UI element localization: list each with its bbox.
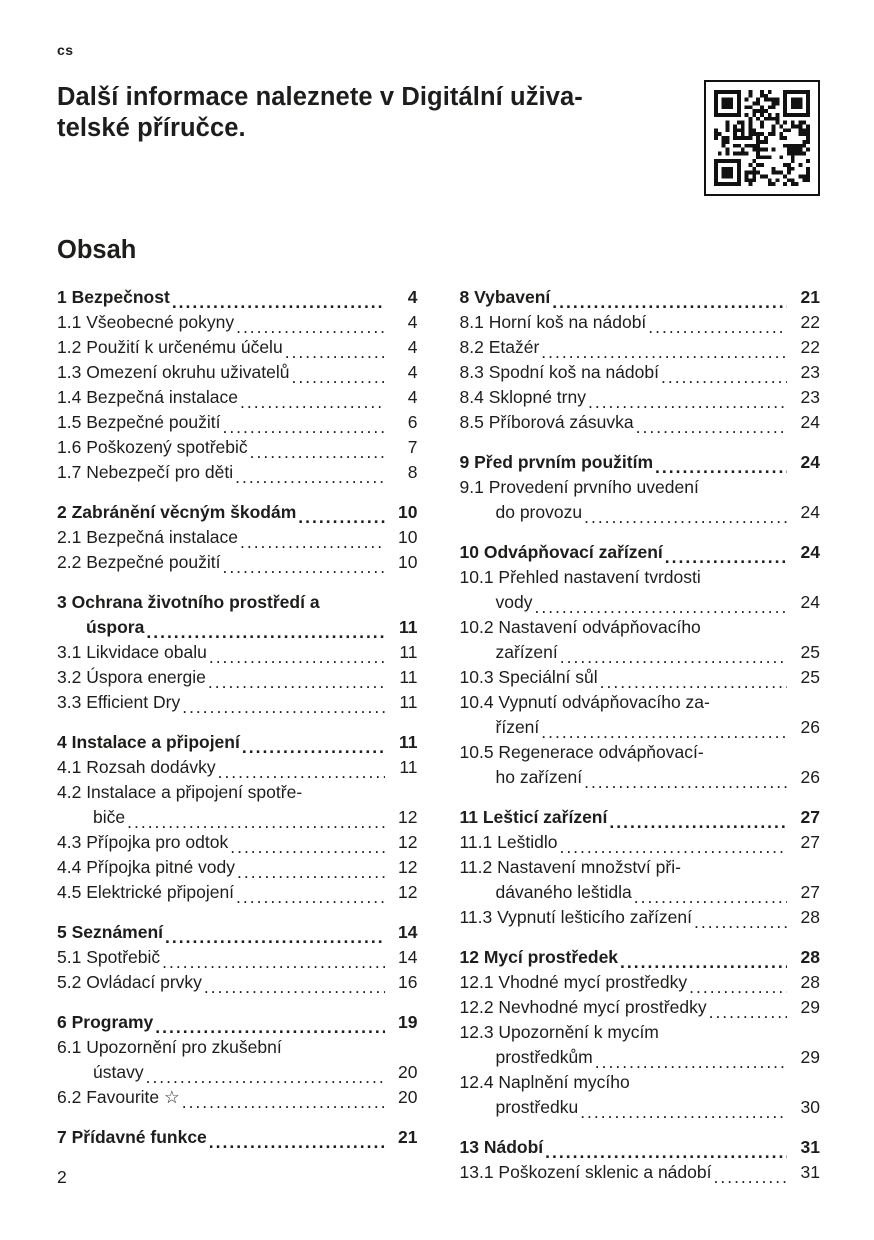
toc-entry [460,540,821,565]
toc-entry-page: 30 [800,1097,820,1117]
toc-entry-label: 1.7 Nebezpečí pro děti [57,462,234,482]
toc-title: Obsah [57,236,137,264]
toc-entry-label: 5.1 Spotřebič [57,947,161,967]
toc-entry-label: 1.4 Bezpečná instalace [57,387,238,407]
toc-entry [57,410,418,435]
toc-entry-page: 11 [399,757,418,777]
toc-entry-label: 3 Ochrana životního prostředí a [57,592,320,612]
toc-entry-label: 8.5 Příborová zásuvka [459,412,634,432]
toc-column-left [57,285,418,1185]
toc-entry-page: 27 [800,807,820,827]
toc-entry [57,435,418,460]
toc-entry-line [460,1045,821,1070]
toc-entry [460,615,821,665]
toc-entry-line [460,1095,821,1120]
toc-entry [460,830,821,855]
toc-entry-page: 4 [407,387,418,407]
toc-entry-label: 8.2 Etažér [459,337,540,357]
toc-entry-line [57,360,418,385]
toc-entry [57,830,418,855]
toc-entry-line [57,410,418,435]
dot-leader [298,505,384,525]
toc-entry-label: 7 Přídavné funkce [57,1127,207,1147]
toc-entry-label: 4.5 Elektrické připojení [57,882,235,902]
toc-entry-line [460,615,821,640]
header [57,82,820,196]
toc-entry [57,1010,418,1035]
dot-leader [595,1050,787,1070]
toc-entry-line [460,740,821,765]
toc-entry [57,335,418,360]
toc-entry-label: 5 Seznámení [57,922,164,942]
toc-entry-page: 4 [407,287,418,307]
toc-entry-line [57,310,418,335]
toc-entry-line [57,830,418,855]
dot-leader [127,810,384,830]
toc-entry-line [460,540,821,565]
toc-entry [460,1070,821,1120]
toc-entry-page: 25 [800,642,820,662]
dot-leader [209,645,385,665]
toc-entry-line [57,880,418,905]
toc-entry-page: 12 [398,807,418,827]
dot-leader [155,1015,384,1035]
toc-entry [57,780,418,830]
toc-entry-label: 11.1 Leštidlo [459,832,558,852]
dot-leader [713,1165,787,1185]
toc-entry-label: 10 Odvápňovací zařízení [459,542,663,562]
toc-entry-page: 16 [398,972,418,992]
toc-entry-page: 19 [398,1012,418,1032]
toc-entry-label: 8.1 Horní koš na nádobí [459,312,647,332]
dot-leader [285,340,385,360]
toc-entry-label: 13.1 Poškození sklenic a nádobí [459,1162,712,1182]
page-heading-line-2: telské příručce. [57,114,246,142]
toc-entry-label: 8.4 Sklopné trny [459,387,586,407]
toc-entry-page: 11 [399,617,418,637]
toc-entry-label: 4.1 Rozsah dodávky [57,757,216,777]
toc-entry-label: 3.2 Úspora energie [57,667,206,687]
dot-leader [146,620,384,640]
toc-entry-page: 11 [399,692,418,712]
toc-entry-page: 12 [398,857,418,877]
toc-entry-label: řízení [495,717,540,737]
dot-leader [665,545,787,565]
toc-entry [460,855,821,905]
toc-entry-line [57,640,418,665]
toc-entry-label: 2.2 Bezpečné použití [57,552,221,572]
toc-entry-page: 10 [398,502,418,522]
toc-entry-page: 22 [800,312,820,332]
dot-leader [292,365,385,385]
toc-entry-page: 25 [800,667,820,687]
toc-entry-label: 5.2 Ovládací prvky [57,972,202,992]
toc-entry [460,1020,821,1070]
toc-entry-label: 4.3 Přípojka pro odtok [57,832,229,852]
dot-leader [165,925,384,945]
dot-leader [182,1090,385,1110]
toc-entry-line [57,460,418,485]
toc-entry-label: prostředku [495,1097,579,1117]
toc-entry [57,590,418,640]
toc-entry [460,475,821,525]
dot-leader [588,390,787,410]
toc-entry-page: 4 [407,337,418,357]
toc [57,285,820,1185]
toc-entry-label: 4.4 Přípojka pitné vody [57,857,236,877]
dot-leader [236,885,384,905]
toc-entry [460,1160,821,1185]
toc-entry-label: 1.2 Použití k určenému účelu [57,337,283,357]
toc-entry [460,945,821,970]
toc-entry-line [460,690,821,715]
dot-leader [580,1100,787,1120]
toc-entry-line [57,970,418,995]
dot-leader [648,315,787,335]
toc-entry [57,550,418,575]
dot-leader [636,415,787,435]
toc-entry-line [460,905,821,930]
toc-entry [460,905,821,930]
dot-leader [620,950,787,970]
toc-entry-page: 29 [800,1047,820,1067]
toc-entry-page: 21 [800,287,820,307]
toc-entry [460,360,821,385]
toc-entry-label: 3.3 Efficient Dry [57,692,181,712]
toc-entry [57,460,418,485]
dot-leader [182,695,384,715]
toc-entry-line [460,335,821,360]
toc-entry-page: 23 [800,362,820,382]
toc-entry-label: 1.1 Všeobecné pokyny [57,312,235,332]
toc-entry [57,500,418,525]
toc-entry-page: 10 [398,552,418,572]
page-heading [57,82,583,144]
dot-leader [235,465,384,485]
toc-entry-line [460,945,821,970]
toc-entry [460,310,821,335]
toc-entry-label: 11 Lešticí zařízení [459,807,608,827]
dot-leader [694,910,787,930]
toc-entry-page: 4 [407,362,418,382]
toc-entry-page: 8 [407,462,418,482]
toc-entry-line [57,285,418,310]
toc-entry-line [460,590,821,615]
toc-entry-page: 26 [800,767,820,787]
toc-entry-page: 24 [800,592,820,612]
toc-entry-label: zařízení [495,642,558,662]
toc-entry-page: 31 [800,1162,820,1182]
toc-entry-label: 13 Nádobí [459,1137,544,1157]
toc-entry-page: 28 [800,907,820,927]
toc-entry-page: 27 [800,832,820,852]
toc-entry-line [460,830,821,855]
toc-entry-line [57,385,418,410]
toc-entry [57,1035,418,1085]
toc-entry-line [57,690,418,715]
toc-entry-line [57,780,418,805]
toc-entry-line [57,855,418,880]
toc-entry-page: 11 [399,667,418,687]
dot-leader [242,735,385,755]
toc-entry-line [460,640,821,665]
toc-entry [460,385,821,410]
toc-entry-label: 8 Vybavení [459,287,551,307]
dot-leader [541,340,787,360]
toc-entry [460,335,821,360]
toc-entry-label: 6 Programy [57,1012,154,1032]
dot-leader [222,555,384,575]
dot-leader [560,645,787,665]
qr-code-icon [704,80,820,196]
dot-leader [584,770,787,790]
toc-entry-line [460,855,821,880]
toc-entry [57,1125,418,1150]
toc-entry-label: 6.2 Favourite ☆ [57,1087,180,1107]
toc-entry [460,690,821,740]
toc-entry-label: 10.1 Přehled nastavení tvrdosti [459,567,701,587]
toc-entry-label: 10.2 Nastavení odvápňovacího [459,617,701,637]
toc-entry [57,690,418,715]
toc-entry-page: 12 [398,832,418,852]
toc-entry-page: 29 [800,997,820,1017]
toc-entry-line [460,565,821,590]
toc-entry-page: 26 [800,717,820,737]
toc-entry-page: 24 [800,502,820,522]
dot-leader [240,390,385,410]
toc-entry-page: 22 [800,337,820,357]
toc-entry-label: 11.3 Vypnutí lešticího zařízení [459,907,692,927]
toc-entry-label: do provozu [495,502,583,522]
toc-entry-line [57,730,418,755]
dot-leader [689,975,787,995]
toc-entry-line [460,665,821,690]
toc-entry-page: 14 [398,922,418,942]
toc-entry-page: 28 [800,972,820,992]
dot-leader [655,455,787,475]
toc-entry-label: úspora [86,617,145,637]
toc-entry-label: 11.2 Nastavení množství při- [459,857,681,877]
toc-entry-line [460,1020,821,1045]
dot-leader [172,290,385,310]
toc-entry-label: 4.2 Instalace a připojení spotře- [57,782,303,802]
toc-entry-line [57,945,418,970]
toc-entry-page: 7 [407,437,418,457]
toc-entry-line [460,715,821,740]
toc-entry-line [460,1135,821,1160]
dot-leader [237,860,384,880]
dot-leader [609,810,787,830]
toc-entry-page: 31 [800,1137,820,1157]
toc-entry [57,525,418,550]
toc-entry [57,920,418,945]
toc-entry-line [57,525,418,550]
toc-entry-line [460,475,821,500]
page-heading-line-1: Další informace naleznete v Digitální uživa- [57,83,583,111]
toc-entry-line [57,590,418,615]
toc-entry-label: ústavy [93,1062,144,1082]
dot-leader [250,440,385,460]
toc-entry [57,1085,418,1110]
toc-entry-label: 3.1 Likvidace obalu [57,642,207,662]
toc-entry [460,450,821,475]
toc-entry-label: 1.6 Poškozený spotřebič [57,437,248,457]
toc-entry [460,285,821,310]
toc-entry [57,640,418,665]
dot-leader [162,950,384,970]
toc-entry [57,730,418,755]
toc-entry-label: 2 Zabránění věcným škodám [57,502,297,522]
toc-entry-line [57,500,418,525]
toc-entry-line [460,805,821,830]
toc-entry-line [57,755,418,780]
toc-entry-label: 4 Instalace a připojení [57,732,240,752]
toc-entry [57,880,418,905]
toc-entry-label: 1.5 Bezpečné použití [57,412,221,432]
toc-entry-page: 12 [398,882,418,902]
toc-entry [460,740,821,790]
toc-entry-page: 10 [398,527,418,547]
toc-entry-label: ho zařízení [495,767,583,787]
toc-entry-label: 10.3 Speciální sůl [459,667,598,687]
toc-entry-line [460,765,821,790]
toc-entry-page: 24 [800,412,820,432]
toc-entry [57,360,418,385]
dot-leader [559,835,787,855]
toc-entry-line [460,285,821,310]
toc-entry-line [460,1070,821,1095]
language-code: cs [57,42,74,58]
toc-entry-label: 10.4 Vypnutí odvápňovacího za- [459,692,710,712]
toc-entry-line [460,360,821,385]
toc-entry [57,310,418,335]
dot-leader [661,365,787,385]
toc-entry-line [57,550,418,575]
toc-entry-label: 8.3 Spodní koš na nádobí [459,362,659,382]
toc-entry-line [57,1010,418,1035]
dot-leader [545,1140,787,1160]
toc-entry-label: 1 Bezpečnost [57,287,170,307]
toc-entry [57,970,418,995]
toc-entry-page: 28 [800,947,820,967]
toc-entry-line [57,1085,418,1110]
toc-entry-label: 12.4 Naplnění mycího [459,1072,630,1092]
toc-entry-page: 14 [398,947,418,967]
toc-entry-page: 6 [407,412,418,432]
toc-entry-page: 4 [407,312,418,332]
toc-entry-label: 1.3 Omezení okruhu uživatelů [57,362,290,382]
page-number: 2 [57,1167,67,1187]
toc-entry [460,410,821,435]
dot-leader [634,885,787,905]
dot-leader [240,530,385,550]
dot-leader [541,720,787,740]
toc-entry-line [57,1035,418,1060]
dot-leader [146,1065,385,1085]
toc-entry [460,805,821,830]
dot-leader [230,835,384,855]
toc-entry-line [57,1060,418,1085]
toc-entry-label: 10.5 Regenerace odvápňovací- [459,742,704,762]
toc-entry-page: 11 [399,732,418,752]
toc-entry [460,665,821,690]
toc-entry [460,565,821,615]
toc-entry-line [460,995,821,1020]
toc-entry-label: 12.2 Nevhodné mycí prostředky [459,997,707,1017]
toc-entry [57,285,418,310]
toc-entry-line [57,665,418,690]
toc-entry [460,970,821,995]
toc-entry-line [57,615,418,640]
toc-entry [57,945,418,970]
toc-entry-line [460,450,821,475]
dot-leader [218,760,385,780]
toc-entry-line [460,1160,821,1185]
toc-column-right [460,285,821,1185]
toc-entry-label: 12 Mycí prostředek [459,947,619,967]
toc-entry-page: 11 [399,642,418,662]
dot-leader [584,505,787,525]
toc-entry-label: 6.1 Upozornění pro zkušební [57,1037,282,1057]
toc-entry-line [57,435,418,460]
toc-entry [460,1135,821,1160]
dot-leader [709,1000,787,1020]
toc-entry-page: 24 [800,452,820,472]
toc-entry-label: vody [495,592,533,612]
toc-entry-line [460,385,821,410]
toc-entry-line [460,410,821,435]
toc-entry-line [460,310,821,335]
dot-leader [209,1130,385,1150]
toc-entry [460,995,821,1020]
toc-entry-line [57,335,418,360]
toc-entry-label: 2.1 Bezpečná instalace [57,527,238,547]
dot-leader [204,975,385,995]
toc-entry-line [460,970,821,995]
toc-entry-line [57,920,418,945]
toc-entry-label: 9 Před prvním použitím [459,452,653,472]
toc-entry-label: dávaného leštidla [495,882,632,902]
toc-entry-label: 12.1 Vhodné mycí prostředky [459,972,688,992]
toc-entry-label: 9.1 Provedení prvního uvedení [459,477,699,497]
toc-entry-page: 23 [800,387,820,407]
toc-entry-line [460,880,821,905]
toc-entry-label: biče [93,807,126,827]
toc-entry-label: prostředkům [495,1047,593,1067]
toc-entry-label: 12.3 Upozornění k mycím [459,1022,659,1042]
toc-entry [57,665,418,690]
toc-entry-page: 20 [398,1062,418,1082]
dot-leader [208,670,385,690]
toc-entry-page: 20 [398,1087,418,1107]
toc-entry-page: 21 [398,1127,418,1147]
toc-entry-line [57,1125,418,1150]
toc-entry-page: 24 [800,542,820,562]
toc-entry-page: 27 [800,882,820,902]
dot-leader [600,670,787,690]
toc-entry [57,755,418,780]
dot-leader [552,290,787,310]
toc-entry-line [57,805,418,830]
toc-entry-line [460,500,821,525]
dot-leader [236,315,384,335]
toc-entry [57,855,418,880]
toc-entry [57,385,418,410]
dot-leader [534,595,787,615]
dot-leader [222,415,384,435]
